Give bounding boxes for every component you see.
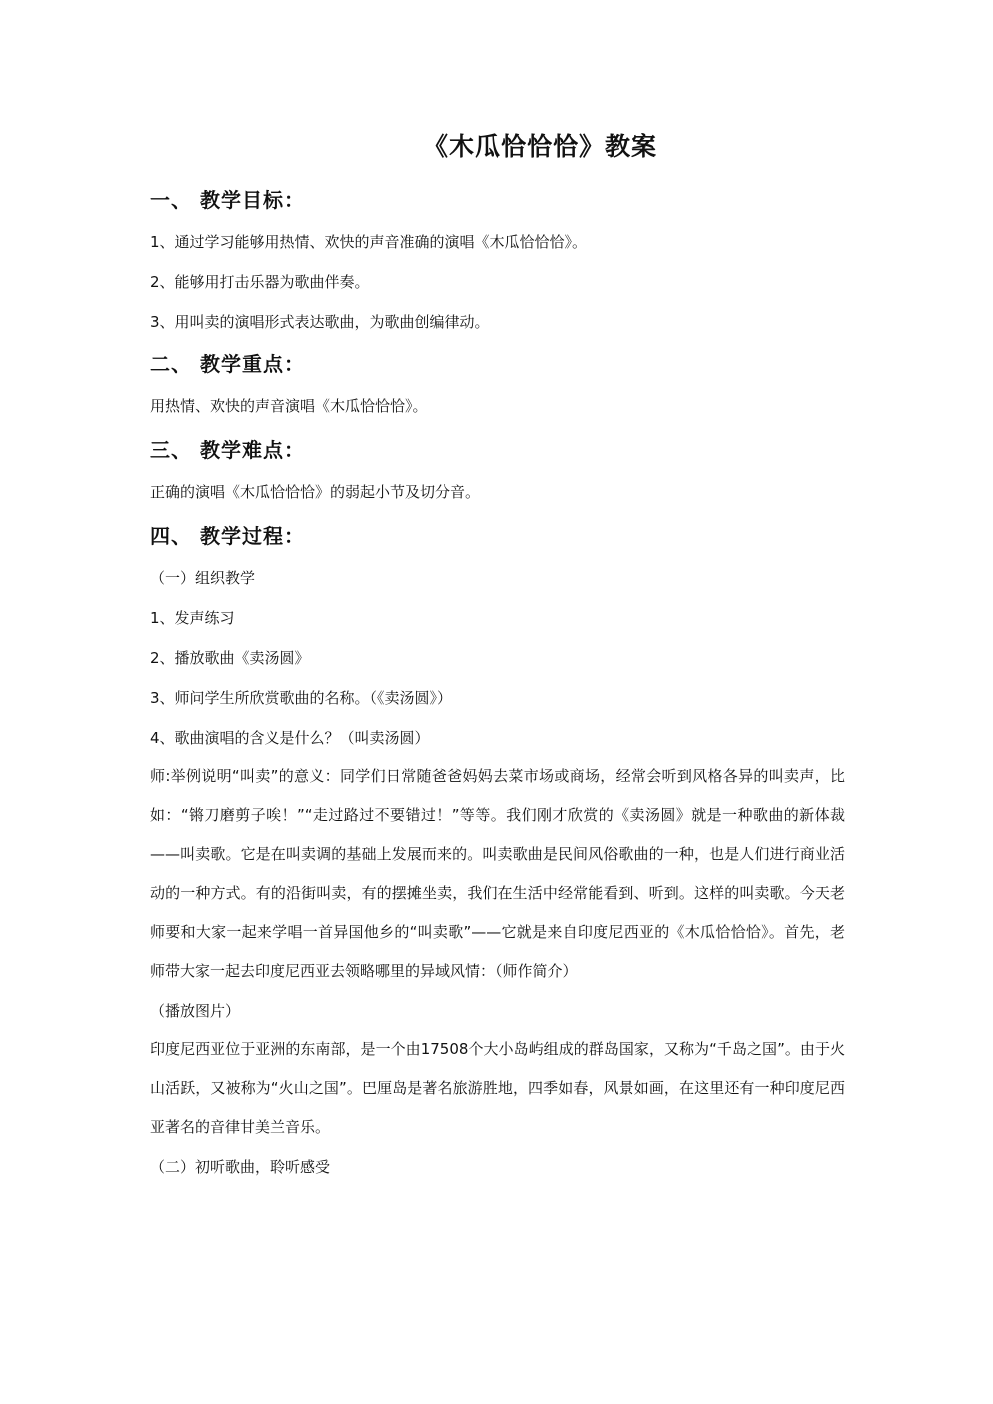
keypoints-text: 用热情、欢快的声音演唱《木瓜恰恰恰》。 (150, 397, 428, 415)
document-body (150, 184, 845, 1177)
process-step: 4、歌曲演唱的含义是什么？（叫卖汤圆） (150, 729, 430, 747)
process-step: 3、师问学生所欣赏歌曲的名称。（《卖汤圆》） (150, 689, 453, 707)
process-step: 2、播放歌曲《卖汤圆》 (150, 649, 310, 667)
goal-item: 1、通过学习能够用热情、欢快的声音准确的演唱《木瓜恰恰恰》。 (150, 233, 588, 251)
process-step: 1、发声练习 (150, 609, 235, 627)
difficulties-text: 正确的演唱《木瓜恰恰恰》的弱起小节及切分音。 (150, 483, 481, 501)
heading-process: 四、 教学过程： (150, 524, 305, 548)
teacher-paragraph: 师:举例说明“叫卖”的意义：同学们日常随爸爸妈妈去菜市场或商场，经常会听到风格各异的叫卖声，比如：“锵刀磨剪子唉！”“走过路过不要错过！”等等。我们刚才欣赏的《卖汤圆》就是一种歌曲的新体裁——叫卖歌。它是在叫卖调的基础上发展而来的。叫卖歌曲是民间风俗歌曲的一种，也是人们进行商业活动的一种方式。有的沿街叫卖，有的摆摊坐卖，我们在生活中经常能看到、听到。这样的叫卖歌。今天老师要和大家一起来学唱一首异国他乡的“叫卖歌”——它就是来自印度尼西亚的《木瓜恰恰恰》。首先，老师带大家一起去印度尼西亚去领略哪里的异域风情：（师作简介） (150, 767, 845, 980)
heading-goals: 一、 教学目标： (150, 188, 305, 212)
process-subheading: （一）组织教学 (150, 569, 256, 587)
goal-item: 2、能够用打击乐器为歌曲伴奏。 (150, 273, 370, 291)
heading-keypoints: 二、 教学重点： (150, 352, 305, 376)
goal-item: 3、用叫卖的演唱形式表达歌曲，为歌曲创编律动。 (150, 313, 490, 331)
picture-note: （播放图片） (150, 1002, 241, 1020)
document-title: 《木瓜恰恰恰》教案 (422, 132, 657, 161)
process-subheading: （二）初听歌曲，聆听感受 (150, 1158, 331, 1176)
heading-difficulties: 三、 教学难点： (150, 438, 305, 462)
indonesia-paragraph: 印度尼西亚位于亚洲的东南部，是一个由17508个大小岛屿组成的群岛国家，又称为“千岛之国”。由于火山活跃，又被称为“火山之国”。巴厘岛是著名旅游胜地，四季如春，风景如画，在这里还有一种印度尼西亚著名的音律甘美兰音乐。 (150, 1040, 845, 1136)
